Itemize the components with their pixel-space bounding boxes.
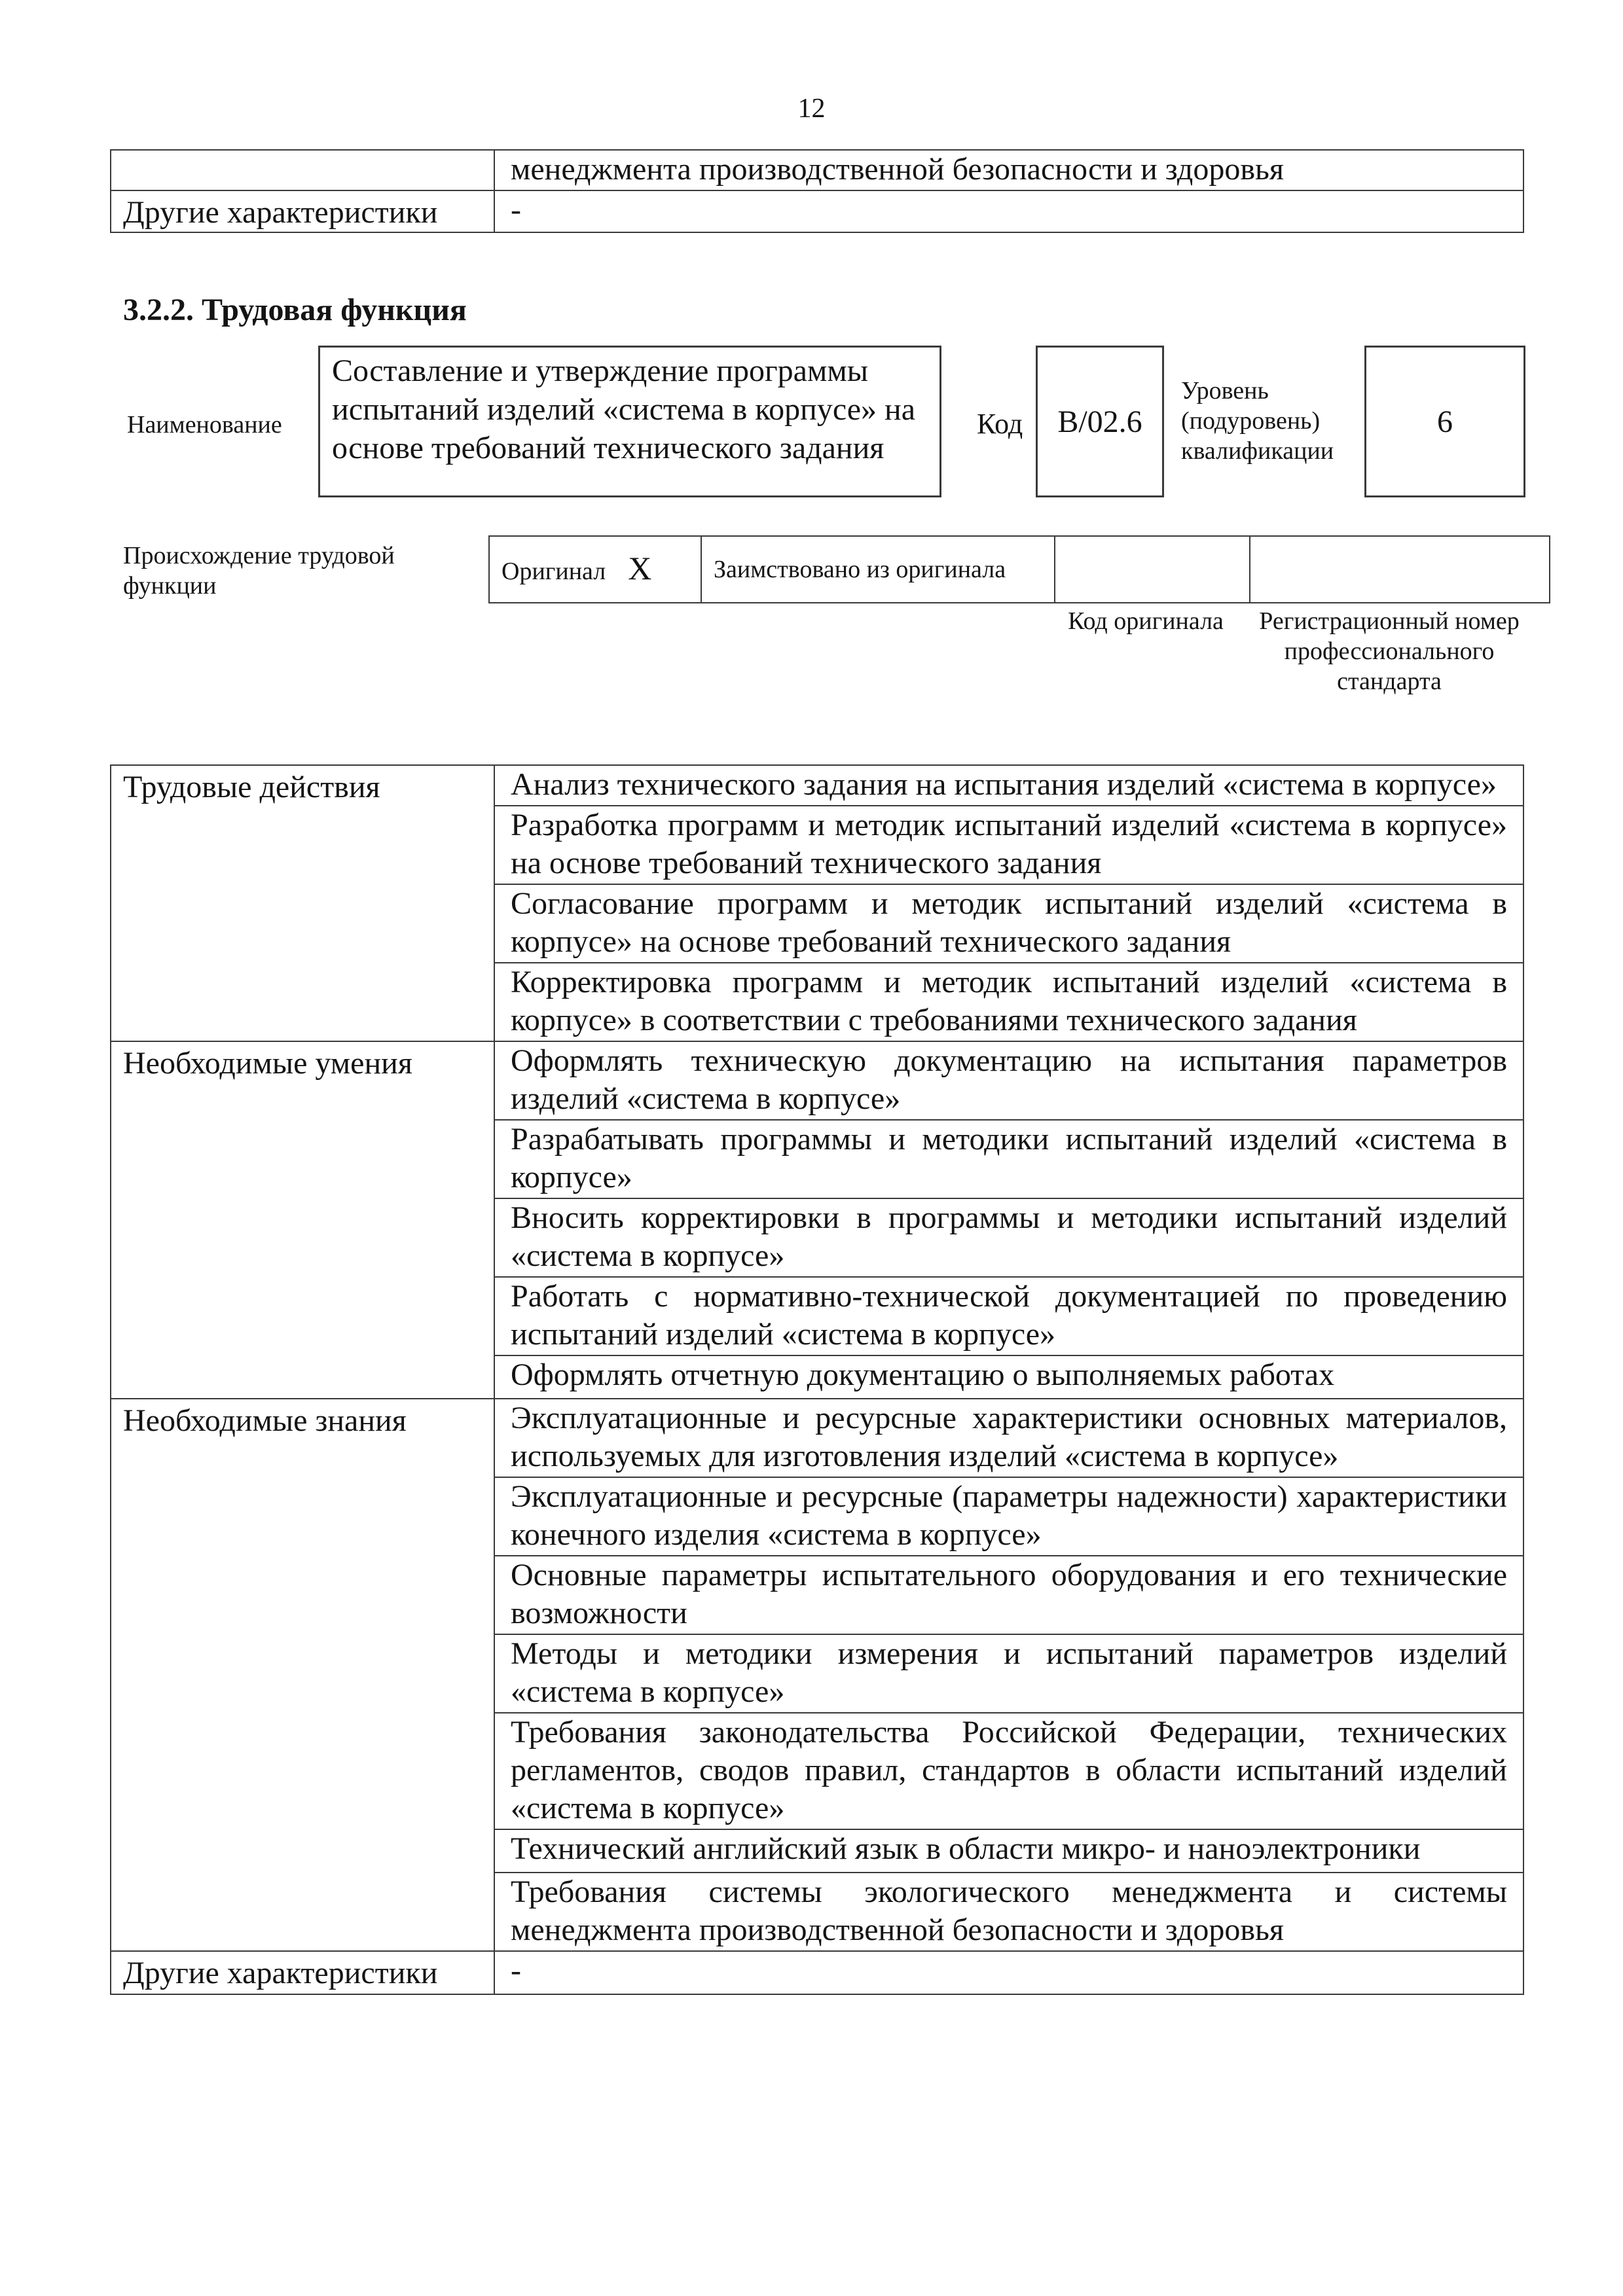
knowledge-item: Эксплуатационные и ресурсные характеристики основных материалов, используемых для изготовления изделий «система в корпусе» [494,1399,1523,1477]
skills-label: Необходимые умения [111,1041,494,1399]
labor-action-item: Анализ технического задания на испытания изделий «система в корпусе» [494,765,1523,806]
function-code-box: B/02.6 [1036,346,1164,497]
knowledge-item: Требования законодательства Российской Федерации, технических регламентов, сводов правил, стандартов в области испытаний изделий «система в корпусе» [494,1713,1523,1829]
origin-label: Происхождение трудовой функции [123,542,395,600]
labor-function-table [110,764,1524,1995]
original-code-caption: Код оригинала [1068,607,1224,635]
knowledge-item: Методы и методики измерения и испытаний параметров изделий «система в корпусе» [494,1634,1523,1713]
other-characteristics-label: Другие характеристики [111,190,494,232]
borrowed-cell: Заимствовано из оригинала [701,536,1055,603]
code-label: Код [977,408,1023,440]
labor-action-item: Согласование программ и методик испытаний изделий «система в корпусе» на основе требований технического задания [494,884,1523,963]
continuation-cell: менеджмента производственной безопасности и здоровья [494,150,1523,190]
original-code-cell [1055,536,1250,603]
function-name-box: Составление и утверждение программы испытаний изделий «система в корпусе» на основе требований технического задания [318,346,941,497]
labor-action-item: Разработка программ и методик испытаний изделий «система в корпусе» на основе требований технического задания [494,806,1523,884]
other-characteristics-label: Другие характеристики [111,1951,494,1994]
original-label: Оригинал [501,557,606,585]
name-label: Наименование [127,411,282,439]
knowledge-item: Требования системы экологического менеджмента и системы менеджмента производственной безопасности и здоровья [494,1873,1523,1951]
skill-item: Разрабатывать программы и методики испытаний изделий «система в корпусе» [494,1120,1523,1198]
table-row [111,190,1523,232]
qualification-level-label: Уровень (подуровень) квалификации [1181,377,1334,465]
skill-item: Оформлять отчетную документацию о выполняемых работах [494,1355,1523,1399]
other-characteristics-value: - [494,1951,1523,1994]
original-cell [489,536,701,603]
knowledge-item: Основные параметры испытательного оборудования и его технические возможности [494,1556,1523,1634]
skill-item: Вносить корректировки в программы и методики испытаний изделий «система в корпусе» [494,1198,1523,1277]
origin-table [488,535,1550,603]
labor-action-item: Корректировка программ и методик испытаний изделий «система в корпусе» в соответствии с требованиями технического задания [494,963,1523,1041]
reg-number-cell [1250,536,1550,603]
table-row [111,1041,1523,1120]
registration-number-caption: Регистрационный номер профессионального стандарта [1259,607,1520,695]
section-heading: 3.2.2. Трудовая функция [123,293,467,327]
table-row [111,150,1523,190]
knowledge-item: Технический английский язык в области микро- и наноэлектроники [494,1829,1523,1873]
table-row [111,1951,1523,1994]
labor-actions-label: Трудовые действия [111,765,494,1041]
other-characteristics-value: - [494,190,1523,232]
skill-item: Оформлять техническую документацию на испытания параметров изделий «система в корпусе» [494,1041,1523,1120]
empty-label-cell [111,150,494,190]
table-row [111,1399,1523,1477]
knowledge-label: Необходимые знания [111,1399,494,1951]
page-number: 12 [797,94,826,124]
skill-item: Работать с нормативно-технической документацией по проведению испытаний изделий «система в корпусе» [494,1277,1523,1355]
original-mark: X [628,549,652,586]
table-row [111,765,1523,806]
qualification-level-box: 6 [1364,346,1525,497]
knowledge-item: Эксплуатационные и ресурсные (параметры надежности) характеристики конечного изделия «система в корпусе» [494,1477,1523,1556]
previous-function-table-tail [110,149,1524,233]
